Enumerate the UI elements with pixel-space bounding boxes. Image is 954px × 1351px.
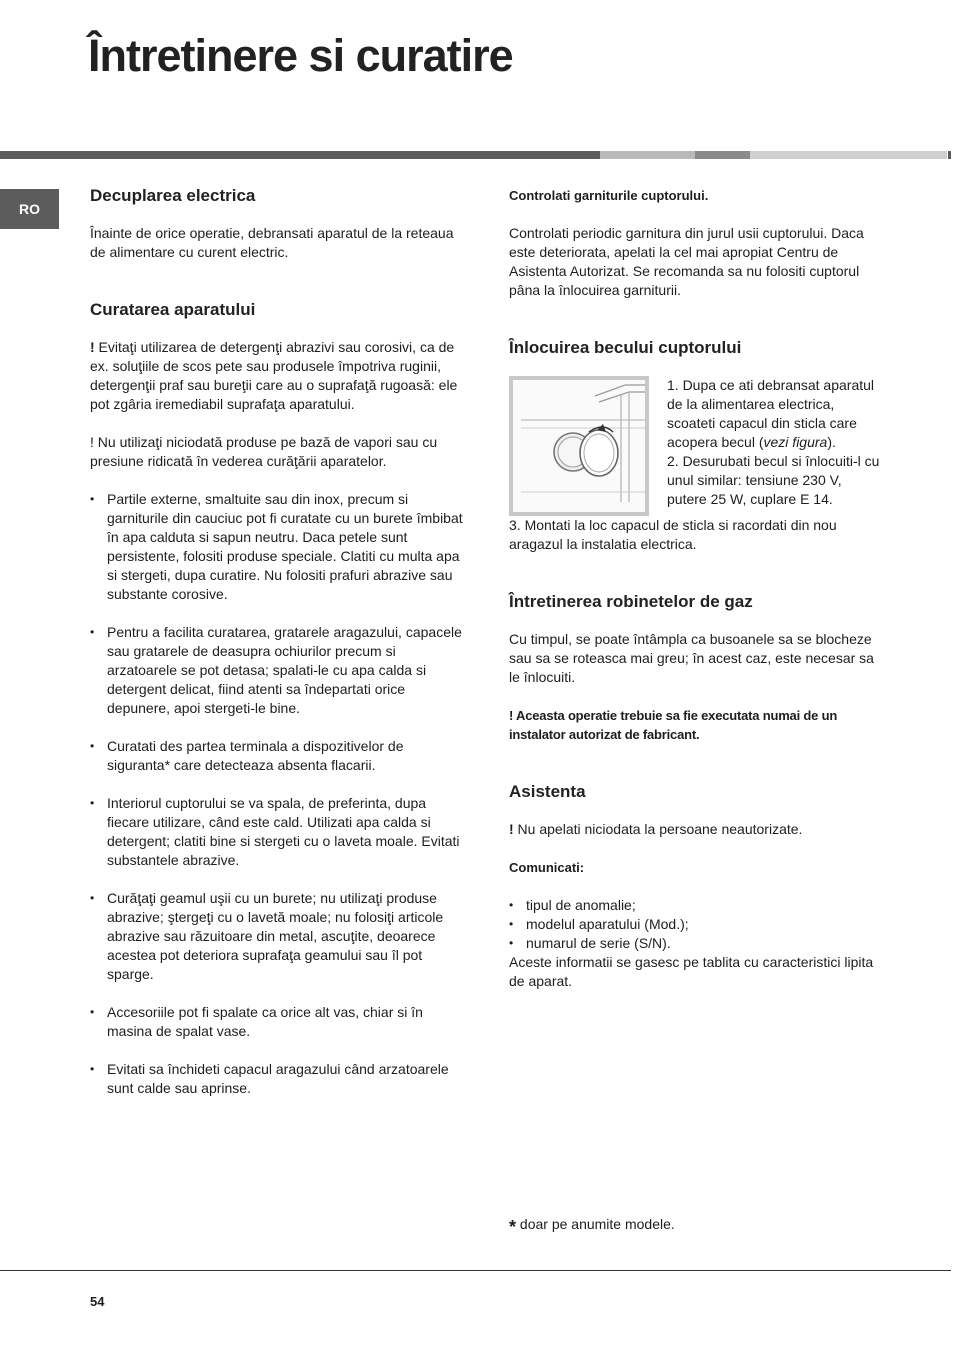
robinete-warning: ! Aceasta operatie trebuie sa fie executata numai de un instalator autorizat de fabricant. [509,708,838,742]
bec-step-1: 1. Dupa ce ati debransat aparatul de la alimentarea electrica, scoateti capacul din sticla care acopera becul (vezi figura). [667,377,875,450]
left-column [90,186,464,1098]
asterisk: * [509,1217,517,1237]
oven-lamp-figure [509,376,649,516]
right-column [509,186,883,991]
section-title-bec: Înlocuirea becului cuptorului [509,338,742,357]
list-item: • Evitati sa închideti capacul aragazului când arzatoarele sunt calde sau aprinse. [90,1060,464,1098]
section-title-curatare: Curatarea aparatului [90,300,256,319]
language-tab: RO [0,189,59,229]
footer-divider [0,1270,951,1271]
section-title-robinete: Întretinerea robinetelor de gaz [509,592,753,611]
robinete-text: Cu timpul, se poate întâmpla ca busoanele sa se blocheze sau sa se roteasca mai greu; în acest caz, este necesar sa le înlocuiti. [509,631,874,685]
list-item: • modelul aparatului (Mod.); [509,915,883,934]
page-title: Întretinere si curatire [88,30,513,81]
page-number: 54 [90,1294,105,1309]
exclamation-mark: ! [90,339,95,355]
list-item: • Partile externe, smaltuite sau din inox, precum si garniturile din cauciuc pot fi curatate cu un burete îmbibat în apa calduta si sapun neutru. Daca petele sunt persistente, folositi produse speciale. Clatiti cu multa apa si stergeti, dupa curatire. Nu folositi prafuri abrazive sau substante corosive. [90,490,464,604]
list-item: • Interiorul cuptorului se va spala, de preferinta, dupa fiecare utilizare, când este cald. Utilizati apa calda si detergent; clatiti bine si stergeti cu o laveta moale. Evitati substantele abrazive. [90,794,464,870]
curatare-warning-2: ! Nu utilizaţi niciodată produse pe bază de vapori sau cu presiune ridicată în vederea curăţării aparatelor. [90,434,438,469]
curatare-warning-1: ! Evitaţi utilizarea de detergenţi abrazivi sau corosivi, ca de ex. soluţiile de scos pete sau produsele împotriva ruginii, detergenţii praf sau bureţii care au o suprafaţă rugoasă: ele pot zgâria iremediabil suprafaţa aparatului. [90,339,458,412]
decuplare-text: Înainte de orice operatie, debransati aparatul de la reteaua de alimentare cu curent electric. [90,225,454,260]
bec-step-2: 2. Desurubati becul si înlocuiti-l cu unul similar: tensiune 230 V, putere 25 W, cuplare E 14. [667,453,880,507]
footnote: * doar pe anumite modele. [509,1216,675,1237]
exclamation-mark: ! [509,821,514,837]
asistenta-text: ! Nu apelati niciodata la persoane neautorizate. [509,821,803,837]
garnituri-text: Controlati periodic garnitura din jurul usii cuptorului. Daca este deteriorata, apelati la cel mai apropiat Centru de Asistenta Autorizat. Se recomanda sa nu folositi cuptorul pâna la înlocuirea garniturii. [509,225,864,298]
list-item: • numarul de serie (S/N). [509,934,883,953]
cleaning-list [90,490,464,604]
bec-step-3: 3. Montati la loc capacul de sticla si racordati din nou aragazul la instalatia electrica. [509,517,837,552]
oven-lamp-illustration [513,380,645,512]
list-item: • Pentru a facilita curatarea, gratarele aragazului, capacele sau gratarele de deasupra ochiurilor precum si arzatoarele se pot detasa; spalati-le cu apa calda si detergent delicat, fiind atenti sa îndepartati orice depunere, apoi stergeti-le bine. [90,623,464,718]
comunicati-list [509,896,883,953]
asistenta-after: Aceste informatii se gasesc pe tablita cu caracteristici lipita de aparat. [509,954,874,989]
comunicati-label: Comunicati: [509,860,585,875]
section-title-garnituri: Controlati garniturile cuptorului. [509,188,709,203]
list-item: • Curăţaţi geamul uşii cu un burete; nu utilizaţi produse abrazive; ştergeţi cu o lavetă moale; nu folosiţi articole abrazive sau răzuitoare din metal, ascuţite, deoarece acestea pot deteriora suprafaţa geamului sau îl pot sparge. [90,889,464,984]
list-item: • Curatati des partea terminala a dispozitivelor de siguranta* care detecteaza absenta flacarii. [90,737,464,775]
section-title-decuplare: Decuplarea electrica [90,186,256,205]
section-title-asistenta: Asistenta [509,782,586,801]
list-item: • Accesoriile pot fi spalate ca orice alt vas, chiar si în masina de spalat vase. [90,1003,464,1041]
list-item: • tipul de anomalie; [509,896,883,915]
